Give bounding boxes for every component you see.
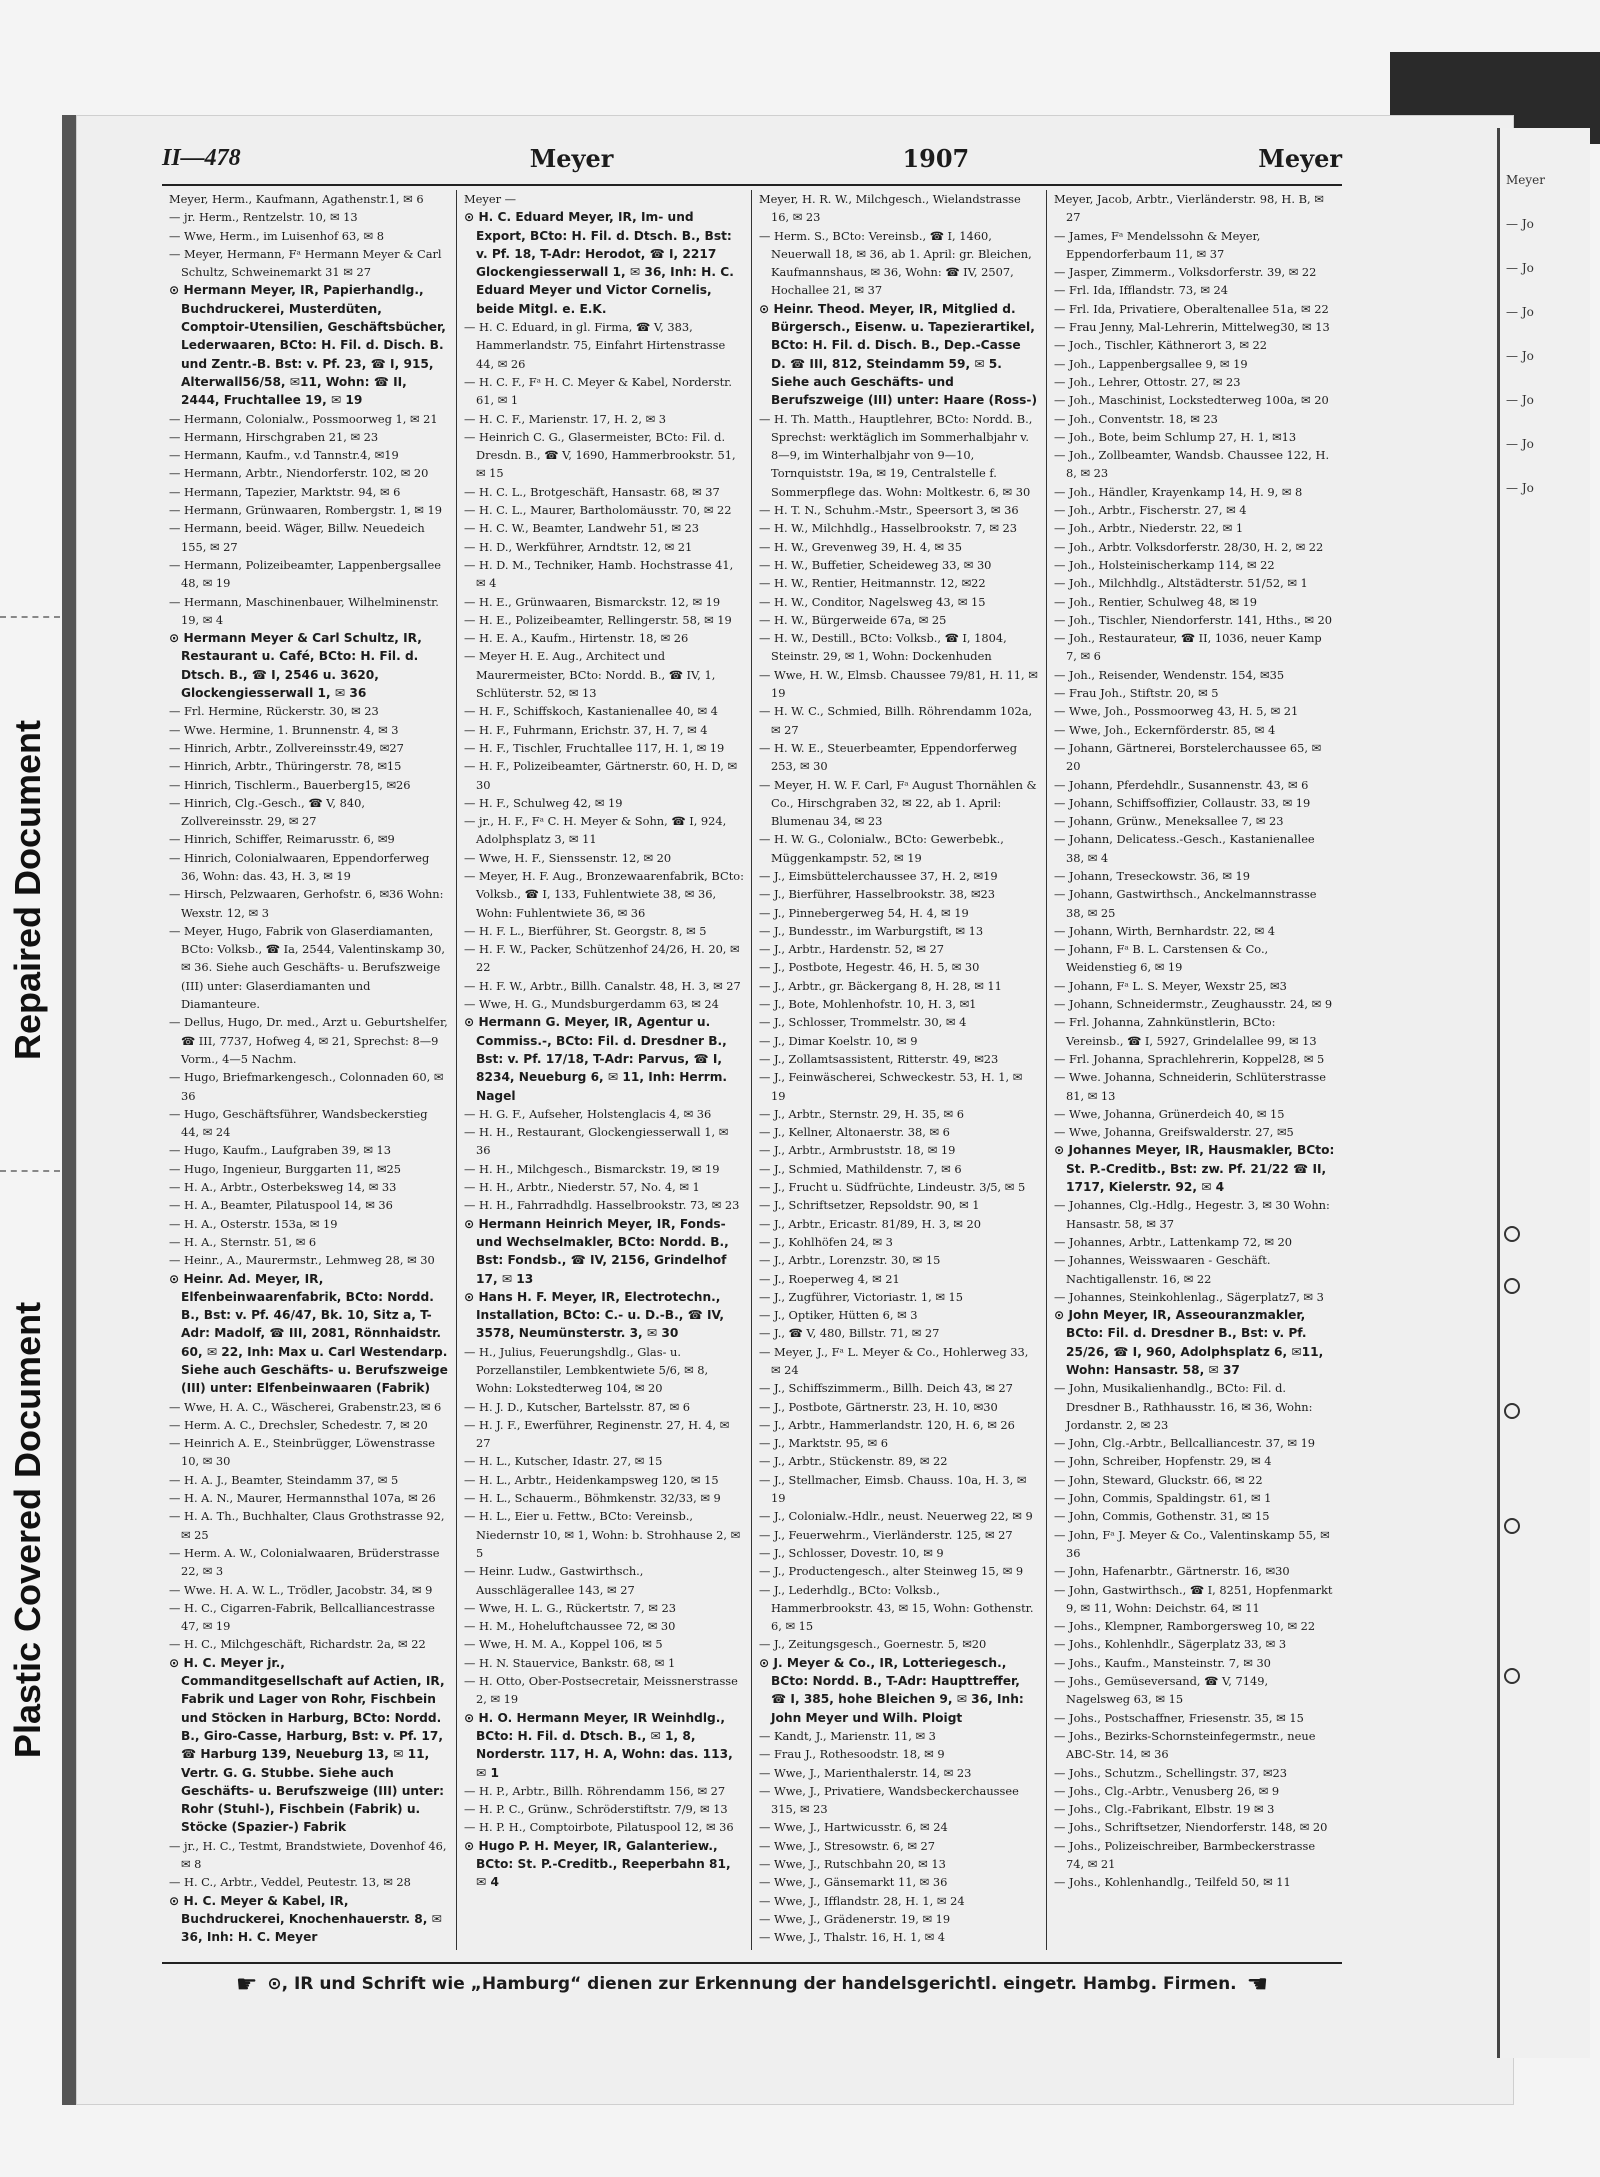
directory-entry: — H. F., Tischler, Fruchtallee 117, H. 1, ✉ 19 bbox=[464, 740, 725, 755]
dash-line-middle bbox=[0, 1170, 60, 1172]
directory-entry: — John, Gastwirthsch., ☎ I, 8251, Hopfenmarkt 9, ✉ 11, Wohn: Deichstr. 64, ✉ 11 bbox=[1054, 1582, 1333, 1615]
directory-entry: — Hinrich, Tischlerm., Bauerberg15, ✉26 bbox=[169, 777, 411, 792]
directory-entry: — John, Clg.-Arbtr., Bellcalliancestr. 37, ✉ 19 bbox=[1054, 1436, 1316, 1451]
directory-entry: — J., Dimar Koelstr. 10, ✉ 9 bbox=[759, 1033, 918, 1048]
registered-firm-entry: ⊙ Hugo P. H. Meyer, IR, Galanteriew., BCto: St. P.-Creditb., Reeperbahn 81, ✉ 4 bbox=[464, 1838, 731, 1890]
directory-entry: — Joh., Lappenbergsallee 9, ✉ 19 bbox=[1054, 356, 1248, 371]
directory-entry: — Joh., Rentier, Schulweg 48, ✉ 19 bbox=[1054, 594, 1257, 609]
directory-entry: — Joh., Arbtr., Niederstr. 22, ✉ 1 bbox=[1054, 521, 1244, 536]
directory-entry: — Johs., Schutzm., Schellingstr. 37, ✉23 bbox=[1054, 1765, 1288, 1780]
directory-entry: — Frl. Johanna, Zahnkünstlerin, BCto: Vereinsb., ☎ I, 5927, Grindelallee 99, ✉ 13 bbox=[1054, 1015, 1317, 1048]
directory-entry: — Wwe. H. A. W. L., Trödler, Jacobstr. 34, ✉ 9 bbox=[169, 1582, 433, 1597]
directory-entry bbox=[464, 208, 744, 318]
firm-mark-icon bbox=[1504, 1518, 1520, 1534]
directory-entry: — H. F. L., Bierführer, St. Georgstr. 8, ✉ 5 bbox=[464, 923, 707, 938]
repaired-document-label: Repaired Document bbox=[7, 719, 49, 1061]
registered-firm-entry: ⊙ John Meyer, IR, Asseouranzmakler, BCto: Fil. d. Dresdner B., Bst: v. Pf. 25/26, ☎ I, 960, Adolphsplatz 6, ✉11, Wohn: Hansastr. 58, ✉ 37 bbox=[1054, 1308, 1324, 1377]
directory-entry: — J., Zugführer, Victoriastr. 1, ✉ 15 bbox=[759, 1289, 963, 1304]
directory-entry: — H. F. W., Packer, Schützenhof 24/26, H. 20, ✉ 22 bbox=[464, 942, 740, 975]
directory-entry: — J., Feuerwehrm., Vierländerstr. 125, ✉ 27 bbox=[759, 1527, 1013, 1542]
directory-entry: — Joh., Conventstr. 18, ✉ 23 bbox=[1054, 411, 1218, 426]
directory-entry: — J., Arbtr., Ericastr. 81/89, H. 3, ✉ 20 bbox=[759, 1216, 981, 1231]
directory-entry: — H. A. J., Beamter, Steindamm 37, ✉ 5 bbox=[169, 1472, 399, 1487]
adjacent-page-fragment: — Jo bbox=[1506, 217, 1534, 231]
directory-entry: — Herm. A. C., Drechsler, Schedestr. 7, ✉ 20 bbox=[169, 1417, 428, 1432]
adjacent-page-fragment: — Jo bbox=[1506, 393, 1534, 407]
directory-entry: — John, Fᵃ J. Meyer & Co., Valentinskamp 55, ✉ 36 bbox=[1054, 1527, 1330, 1560]
directory-entry: — Johann, Schneidermstr., Zeughausstr. 24, ✉ 9 bbox=[1054, 997, 1333, 1012]
directory-entry: — H. F., Fuhrmann, Erichstr. 37, H. 7, ✉ 4 bbox=[464, 722, 708, 737]
directory-entry: — Frau Jenny, Mal-Lehrerin, Mittelweg30, ✉ 13 bbox=[1054, 320, 1330, 335]
directory-entry: — H. W., Destill., BCto: Volksb., ☎ I, 1804, Steinstr. 29, ✉ 1, Wohn: Dockenhuden bbox=[759, 631, 1007, 664]
directory-entry: — Meyer H. E. Aug., Architect und Maurermeister, BCto: Nordd. B., ☎ IV, 1, Schlüterstr. 52, ✉ 13 bbox=[464, 649, 716, 701]
directory-entry: — Frl. Ida, Ifflandstr. 73, ✉ 24 bbox=[1054, 283, 1228, 298]
directory-entry: — J., Postbote, Gärtnerstr. 23, H. 10, ✉30 bbox=[759, 1399, 998, 1414]
directory-entry: — J., Schlosser, Dovestr. 10, ✉ 9 bbox=[759, 1545, 944, 1560]
directory-entry: — Johann, Fᵃ L. S. Meyer, Wexstr 25, ✉3 bbox=[1054, 978, 1287, 993]
directory-entry: — H. L., Kutscher, Idastr. 27, ✉ 15 bbox=[464, 1454, 663, 1469]
directory-entry: — Wwe, H. W., Elmsb. Chaussee 79/81, H. 11, ✉ 19 bbox=[759, 667, 1038, 701]
directory-entry: — Johann, Gärtnerei, Borstelerchaussee 65, ✉ 20 bbox=[1054, 740, 1322, 774]
directory-entry: — J., Stellmacher, Eimsb. Chauss. 10a, H. 3, ✉ 19 bbox=[759, 1472, 1027, 1506]
directory-entry: — H. A. N., Maurer, Hermannsthal 107a, ✉ 26 bbox=[169, 1491, 436, 1506]
directory-entry: Meyer, Jacob, Arbtr., Vierländerstr. 98, H. B, ✉ 27 bbox=[1054, 192, 1324, 225]
directory-entry: — H. W., Buffetier, Scheideweg 33, ✉ 30 bbox=[759, 557, 992, 572]
directory-entry: — Meyer, Hermann, Fᵃ Hermann Meyer & Carl Schultz, Schweinemarkt 31 ✉ 27 bbox=[169, 246, 442, 280]
registered-firm-entry: ⊙ Hermann Meyer & Carl Schultz, IR, Restaurant u. Café, BCto: H. Fil. d. Dtsch. B., ☎ I, 2546 u. 3620, Glockengiesserwall 1, ✉ 36 bbox=[169, 631, 422, 701]
directory-entry: — J., ☎ V, 480, Billstr. 71, ✉ 27 bbox=[759, 1326, 940, 1341]
directory-entry: — jr., H. F., Fᵃ C. H. Meyer & Sohn, ☎ I, 924, Adolphsplatz 3, ✉ 11 bbox=[464, 814, 727, 847]
directory-entry: Meyer, H. R. W., Milchgesch., Wielandstrasse 16, ✉ 23 bbox=[759, 192, 1021, 225]
pointing-hand-icon: ☛ bbox=[235, 1970, 258, 1998]
directory-entry: — H. W., Rentier, Heitmannstr. 12, ✉22 bbox=[759, 576, 986, 591]
directory-entry: — Wwe, H. M. A., Koppel 106, ✉ 5 bbox=[464, 1637, 663, 1652]
directory-entry: — J., Schriftsetzer, Repsoldstr. 90, ✉ 1 bbox=[759, 1198, 980, 1213]
directory-entry: — H. C. L., Brotgeschäft, Hansastr. 68, ✉ 37 bbox=[464, 484, 720, 499]
registered-firm-entry: ⊙ H. C. Eduard Meyer, IR, Im- und Export, BCto: H. Fil. d. Dtsch. B., Bst: v. Pf. 18, T-Adr: Herodot, ☎ I, 2217 Glockengiesserwall 1, ✉ 36, Inh: H. C. Eduard Meyer und Victor Cornelis, beide Mitgl. e. E.K. bbox=[464, 210, 734, 316]
registered-firm-entry: ⊙ Johannes Meyer, IR, Hausmakler, BCto: St. P.-Creditb., Bst: zw. Pf. 21/22 ☎ II, 1717, Kielerstr. 92, ✉ 4 bbox=[1054, 1143, 1335, 1195]
directory-entry: — Hermann, Colonialw., Possmoorweg 1, ✉ 21 bbox=[169, 411, 438, 426]
directory-entry bbox=[169, 1947, 449, 1951]
directory-entry: — H., Julius, Feuerungshdlg., Glas- u. Porzellanstiler, Lembkentwiete 5/6, ✉ 8, Wohn: Lokstedterweg 104, ✉ 20 bbox=[464, 1344, 709, 1396]
directory-entry: — H. W., Milchhdlg., Hasselbrookstr. 7, ✉ 23 bbox=[759, 521, 1018, 536]
directory-entry bbox=[464, 1709, 744, 1782]
directory-entry: — Joh., Tischler, Niendorferstr. 141, Hths., ✉ 20 bbox=[1054, 612, 1332, 627]
directory-entry: — Wwe, J., Hartwicusstr. 6, ✉ 24 bbox=[759, 1820, 948, 1835]
directory-entry: — J., Arbtr., Armbruststr. 18, ✉ 19 bbox=[759, 1143, 956, 1158]
directory-entry: — J., Postbote, Hegestr. 46, H. 5, ✉ 30 bbox=[759, 960, 980, 975]
directory-entry: — Wwe, J., Stresowstr. 6, ✉ 27 bbox=[759, 1838, 936, 1853]
directory-entry: — H. F., Schiffskoch, Kastanienallee 40, ✉ 4 bbox=[464, 704, 718, 719]
directory-entry: — H. H., Milchgesch., Bismarckstr. 19, ✉ 19 bbox=[464, 1161, 720, 1176]
directory-entry: — Johannes, Weisswaaren - Geschäft. Nachtigallenstr. 16, ✉ 22 bbox=[1054, 1253, 1271, 1286]
registered-firm-entry: ⊙ Hans H. F. Meyer, IR, Electrotechn., Installation, BCto: C.- u. D.-B., ☎ IV, 3578, Neumünsterstr. 3, ✉ 30 bbox=[464, 1289, 725, 1341]
directory-entry: — Wwe, H. F., Sienssenstr. 12, ✉ 20 bbox=[464, 850, 672, 865]
pointing-hand-icon: ☚ bbox=[1246, 1970, 1269, 1998]
directory-entry: — Heinrich A. E., Steinbrügger, Löwenstrasse 10, ✉ 30 bbox=[169, 1436, 436, 1469]
directory-entry: — John, Musikalienhandlg., BCto: Fil. d. Dresdner B., Rathhausstr. 16, ✉ 36, Wohn: Jordanstr. 2, ✉ 23 bbox=[1054, 1381, 1313, 1432]
directory-entry: — H. L., Arbtr., Heidenkampsweg 120, ✉ 15 bbox=[464, 1472, 719, 1487]
directory-entry: — J., Marktstr. 95, ✉ 6 bbox=[759, 1436, 888, 1451]
directory-entry: — H. A. Th., Buchhalter, Claus Grothstrasse 92, ✉ 25 bbox=[169, 1509, 445, 1542]
directory-entry: — John, Commis, Spaldingstr. 61, ✉ 1 bbox=[1054, 1491, 1272, 1506]
directory-entry: — H. C. L., Maurer, Bartholomäusstr. 70, ✉ 22 bbox=[464, 503, 732, 518]
directory-entry: — Joh., Lehrer, Ottostr. 27, ✉ 23 bbox=[1054, 374, 1241, 389]
directory-entry: — H. J. F., Ewerführer, Reginenstr. 27, H. 4, ✉ 27 bbox=[464, 1417, 730, 1451]
directory-entry: — H. A., Arbtr., Osterbeksweg 14, ✉ 33 bbox=[169, 1180, 397, 1195]
directory-entry: — Johann, Delicatess.-Gesch., Kastanienallee 38, ✉ 4 bbox=[1054, 832, 1315, 865]
directory-entry: — J., Schmied, Mathildenstr. 7, ✉ 6 bbox=[759, 1161, 962, 1176]
registered-firm-entry: ⊙ Hermann Heinrich Meyer, IR, Fonds- und Wechselmakler, BCto: Nordd. B., Bst: Fondsb., ☎ IV, 2156, Grindelhof 17, ✉ 13 bbox=[464, 1216, 729, 1286]
directory-entry bbox=[464, 1837, 744, 1892]
directory-entry: — Dellus, Hugo, Dr. med., Arzt u. Geburtshelfer, ☎ III, 7737, Hofweg 4, ✉ 21, Sprechst: 8—9 Vorm., 4—5 Nachm. bbox=[169, 1015, 448, 1066]
adjacent-page-fragment: — Jo bbox=[1506, 481, 1534, 495]
directory-entry: — J., Kellner, Altonaerstr. 38, ✉ 6 bbox=[759, 1125, 950, 1140]
directory-column-3 bbox=[752, 190, 1047, 1950]
header-right-name: Meyer bbox=[1258, 143, 1342, 173]
directory-entry: — Johannes, Arbtr., Lattenkamp 72, ✉ 20 bbox=[1054, 1234, 1293, 1249]
directory-entry: — Meyer, H. F. Aug., Bronzewaarenfabrik, BCto: Volksb., ☎ I, 133, Fuhlentwiete 38, ✉ 36, Wohn: Fuhlentwiete 36, ✉ 36 bbox=[464, 868, 744, 920]
directory-entry: — Johs., Clg.-Fabrikant, Elbstr. 19 ✉ 3 bbox=[1054, 1802, 1275, 1817]
firm-mark-icon bbox=[1504, 1278, 1520, 1294]
directory-entry: — J., Arbtr., Sternstr. 29, H. 35, ✉ 6 bbox=[759, 1106, 964, 1121]
adjacent-page-fragment: Meyer bbox=[1506, 173, 1546, 187]
directory-entry: — H. H., Arbtr., Niederstr. 57, No. 4, ✉ 1 bbox=[464, 1180, 700, 1195]
directory-entry: — J., Optiker, Hütten 6, ✉ 3 bbox=[759, 1308, 918, 1323]
directory-entry: — Joh., Milchhdlg., Altstädterstr. 51/52, ✉ 1 bbox=[1054, 576, 1308, 591]
plastic-covered-document-label: Plastic Covered Document bbox=[7, 1301, 49, 1759]
dash-line-top bbox=[0, 616, 60, 618]
directory-entry: — Johs., Gemüseversand, ☎ V, 7149, Nagelsweg 63, ✉ 15 bbox=[1054, 1674, 1269, 1707]
directory-entry bbox=[759, 300, 1039, 410]
directory-entry: — Hinrich, Clg.-Gesch., ☎ V, 840, Zollvereinsstr. 29, ✉ 27 bbox=[169, 795, 365, 829]
directory-entry bbox=[169, 1892, 449, 1947]
directory-entry: — J., Zeitungsgesch., Goernestr. 5, ✉20 bbox=[759, 1637, 987, 1652]
directory-entry: — J., Zollamtsassistent, Ritterstr. 49, ✉23 bbox=[759, 1051, 999, 1066]
directory-entry: — Wwe, J., Grädenerstr. 19, ✉ 19 bbox=[759, 1911, 951, 1926]
directory-entry: — Hinrich, Arbtr., Zollvereinsstr.49, ✉27 bbox=[169, 740, 404, 755]
registered-firm-entry: ⊙ Heinr. Ad. Meyer, IR, Elfenbeinwaarenfabrik, BCto: Nordd. B., Bst: v. Pf. 46/47, Bk. 10, Sitz a, T-Adr: Madolf, ☎ III, 2081, Rönnhaidstr. 60, ✉ 22, Inh: Max u. Carl Westendarp. Siehe auch Geschäfts- u. Berufszweige (III) unter: Elfenbeinwaaren (Fabrik) bbox=[169, 1271, 448, 1396]
directory-entry: — H. Th. Matth., Hauptlehrer, BCto: Nordd. B., Sprechst: werktäglich im Sommerhalbjahr v. 8—9, im Winterhalbjahr von 9—10, Tornquiststr. 19a, ✉ 19, Centralstelle f. Sommerpflege das. Wohn: Moltkestr. 6, ✉ 30 bbox=[759, 411, 1033, 499]
registered-firm-entry: ⊙ Heinr. Theod. Meyer, IR, Mitglied d. Bürgersch., Eisenw. u. Tapezierartikel, BCto: H. Fil. d. Disch. B., Dep.-Casse D. ☎ III, 812, Steindamm 59, ✉ 5. Siehe auch Geschäfts- und Berufszweige (III) unter: Haare (Ross-) bbox=[759, 301, 1038, 408]
directory-entry: — Meyer, J., Fᵃ L. Meyer & Co., Hohlerweg 33, ✉ 24 bbox=[759, 1344, 1029, 1377]
directory-entry bbox=[169, 1270, 449, 1398]
directory-entry bbox=[464, 1288, 744, 1343]
adjacent-page-strip bbox=[1497, 128, 1590, 2058]
directory-entry: — Hugo, Geschäftsführer, Wandsbeckerstieg 44, ✉ 24 bbox=[169, 1106, 428, 1140]
directory-column-1 bbox=[162, 190, 457, 1950]
directory-entry: — Wwe, H. G., Mundsburgerdamm 63, ✉ 24 bbox=[464, 997, 719, 1012]
directory-entry: — Johann, Schiffsoffizier, Collaustr. 33, ✉ 19 bbox=[1054, 795, 1311, 810]
directory-entry: — Johs., Klempner, Ramborgersweg 10, ✉ 22 bbox=[1054, 1619, 1316, 1634]
registered-firm-entry: ⊙ H. O. Hermann Meyer, IR Weinhdlg., BCto: H. Fil. d. Dtsch. B., ✉ 1, 8, Norderstr. 117, H. A, Wohn: das. 113, ✉ 1 bbox=[464, 1710, 733, 1780]
directory-entry: — H. W. G., Colonialw., BCto: Gewerbebk., Müggenkampstr. 52, ✉ 19 bbox=[759, 832, 1004, 865]
directory-entry: — Joh., Arbtr., Fischerstr. 27, ✉ 4 bbox=[1054, 503, 1247, 518]
directory-entry: — H. H., Fahrradhdlg. Hasselbrookstr. 73, ✉ 23 bbox=[464, 1198, 740, 1213]
directory-entry: — H. F., Polizeibeamter, Gärtnerstr. 60, H. D, ✉ 30 bbox=[464, 759, 737, 792]
directory-entry bbox=[464, 1215, 744, 1288]
directory-entry: — Wwe, Johanna, Grünerdeich 40, ✉ 15 bbox=[1054, 1106, 1285, 1121]
directory-entry: — Johs., Kohlenhdlr., Sägerplatz 33, ✉ 3 bbox=[1054, 1637, 1287, 1652]
directory-entry: — Wwe, J., Rutschbahn 20, ✉ 13 bbox=[759, 1857, 946, 1872]
directory-entry bbox=[169, 1654, 449, 1837]
directory-entry: — Wwe, J., Marienthalerstr. 14, ✉ 23 bbox=[759, 1765, 972, 1780]
directory-entry: — John, Steward, Gluckstr. 66, ✉ 22 bbox=[1054, 1472, 1263, 1487]
directory-entry: — Johs., Bezirks-Schornsteinfegermstr., neue ABC-Str. 14, ✉ 36 bbox=[1054, 1728, 1316, 1762]
directory-entry: — John, Schreiber, Hopfenstr. 29, ✉ 4 bbox=[1054, 1454, 1272, 1469]
directory-entry: — H. H., Restaurant, Glockengiesserwall 1, ✉ 36 bbox=[464, 1125, 729, 1158]
directory-entry: — Wwe. Johanna, Schneiderin, Schlüterstrasse 81, ✉ 13 bbox=[1054, 1070, 1326, 1103]
directory-entry: — Hugo, Briefmarkengesch., Colonnaden 60, ✉ 36 bbox=[169, 1070, 444, 1103]
directory-entry: — H. W. E., Steuerbeamter, Eppendorferweg 253, ✉ 30 bbox=[759, 740, 1018, 774]
directory-entry: — Jasper, Zimmerm., Volksdorferstr. 39, ✉ 22 bbox=[1054, 265, 1317, 280]
directory-entry: — Joh., Holsteinischerkamp 114, ✉ 22 bbox=[1054, 557, 1275, 572]
directory-entry: — Johs., Schriftsetzer, Niendorferstr. 148, ✉ 20 bbox=[1054, 1820, 1328, 1835]
directory-entry: — Heinrich C. G., Glasermeister, BCto: Fil. d. Dresdn. B., ☎ V, 1690, Hammerbrookstr. 51, ✉ 15 bbox=[464, 429, 736, 481]
directory-entry: — Wwe, J., Privatiere, Wandsbeckerchaussee 315, ✉ 23 bbox=[759, 1783, 1019, 1817]
registered-firm-entry: ⊙ H. C. Meyer & Kabel, IR, Buchdruckerei, Knochenhauerstr. 8, ✉ 36, Inh: H. C. Meyer bbox=[169, 1893, 442, 1945]
directory-entry bbox=[169, 629, 449, 702]
directory-entry: — Joh., Zollbeamter, Wandsb. Chaussee 122, H. 8, ✉ 23 bbox=[1054, 448, 1330, 481]
directory-entry: — Frl. Ida, Privatiere, Oberaltenallee 51a, ✉ 22 bbox=[1054, 301, 1329, 316]
directory-entry: — J., Feinwäscherei, Schweckestr. 53, H. 1, ✉ 19 bbox=[759, 1070, 1023, 1103]
directory-entry: — Joh., Bote, beim Schlump 27, H. 1, ✉13 bbox=[1054, 429, 1297, 444]
directory-entry: — Hinrich, Schiffer, Reimarusstr. 6, ✉9 bbox=[169, 832, 395, 847]
directory-entry: — J., Productengesch., alter Steinweg 15, ✉ 9 bbox=[759, 1564, 1024, 1579]
directory-entry: — Hugo, Kaufm., Laufgraben 39, ✉ 13 bbox=[169, 1143, 392, 1158]
directory-entry: — H. P. C., Grünw., Schröderstiftstr. 7/9, ✉ 13 bbox=[464, 1802, 728, 1817]
directory-entry: — Hermann, Maschinenbauer, Wilhelminenstr. 19, ✉ 4 bbox=[169, 594, 439, 627]
directory-entry: — H. G. F., Aufseher, Holstenglacis 4, ✉ 36 bbox=[464, 1106, 712, 1121]
page-footer bbox=[162, 1962, 1342, 2004]
directory-entry: — H. E. A., Kaufm., Hirtenstr. 18, ✉ 26 bbox=[464, 631, 689, 646]
adjacent-page-text bbox=[1500, 128, 1590, 500]
directory-entry: — jr., H. C., Testmt, Brandstwiete, Dovenhof 46, ✉ 8 bbox=[169, 1838, 447, 1872]
directory-entry: — H. D. M., Techniker, Hamb. Hochstrasse 41, ✉ 4 bbox=[464, 557, 734, 591]
directory-entry bbox=[1054, 1141, 1335, 1196]
directory-entry: Meyer, Herm., Kaufmann, Agathenstr.1, ✉ 6 bbox=[169, 192, 424, 206]
directory-entry: — Johannes, Steinkohlenlag., Sägerplatz7, ✉ 3 bbox=[1054, 1289, 1324, 1304]
directory-entry: — H. L., Schauerm., Böhmkenstr. 32/33, ✉ 9 bbox=[464, 1491, 721, 1506]
directory-entry: — H. C. F., Marienstr. 17, H. 2, ✉ 3 bbox=[464, 411, 667, 426]
directory-entry: — Johann, Pferdehdlr., Susannenstr. 43, ✉ 6 bbox=[1054, 777, 1309, 792]
directory-entry: — Johs., Kaufm., Mansteinstr. 7, ✉ 30 bbox=[1054, 1655, 1271, 1670]
directory-entry: — H. T. N., Schuhm.-Mstr., Speersort 3, ✉ 36 bbox=[759, 503, 1019, 518]
directory-entry: — J., Colonialw.-Hdlr., neust. Neuerweg 22, ✉ 9 bbox=[759, 1509, 1033, 1524]
directory-entry: — Joh., Händler, Krayenkamp 14, H. 9, ✉ 8 bbox=[1054, 484, 1303, 499]
adjacent-page-fragment: — Jo bbox=[1506, 261, 1534, 275]
directory-entry: — J., Arbtr., Lorenzstr. 30, ✉ 15 bbox=[759, 1253, 941, 1268]
firm-mark-icon bbox=[1504, 1226, 1520, 1242]
directory-entry bbox=[1054, 1306, 1335, 1379]
directory-entry: — Joh., Restaurateur, ☎ II, 1036, neuer Kamp 7, ✉ 6 bbox=[1054, 631, 1322, 664]
directory-entry: — H. Otto, Ober-Postsecretair, Meissnerstrasse 2, ✉ 19 bbox=[464, 1674, 738, 1707]
directory-entry: — Hermann, Grünwaaren, Rombergstr. 1, ✉ 19 bbox=[169, 503, 442, 518]
page-number: II—478 bbox=[162, 144, 241, 171]
directory-entry: — Wwe, J., Thalstr. 16, H. 1, ✉ 4 bbox=[759, 1930, 946, 1945]
directory-entry: — H. E., Grünwaaren, Bismarckstr. 12, ✉ 19 bbox=[464, 594, 721, 609]
directory-entry: — J., Schlosser, Trommelstr. 30, ✉ 4 bbox=[759, 1015, 967, 1030]
directory-entry: — Hinrich, Colonialwaaren, Eppendorferweg 36, Wohn: das. 43, H. 3, ✉ 19 bbox=[169, 850, 430, 883]
firm-mark-icon bbox=[1504, 1403, 1520, 1419]
firm-mark-icon bbox=[1504, 1668, 1520, 1684]
directory-entry: — Johann, Wirth, Bernhardstr. 22, ✉ 4 bbox=[1054, 923, 1275, 938]
directory-entry: — Johann, Grünw., Meneksallee 7, ✉ 23 bbox=[1054, 814, 1284, 829]
adjacent-page-fragment: — Jo bbox=[1506, 349, 1534, 363]
directory-entry: — Johann, Treseckowstr. 36, ✉ 19 bbox=[1054, 868, 1250, 883]
directory-entry: — J., Pinnebergerweg 54, H. 4, ✉ 19 bbox=[759, 905, 969, 920]
directory-entry: — Meyer, H. W. F. Carl, Fᵃ August Thornählen & Co., Hirschgraben 32, ✉ 22, ab 1. April: Blumenau 34, ✉ 23 bbox=[759, 777, 1037, 829]
directory-entry: — H. C. Eduard, in gl. Firma, ☎ V, 383, Hammerlandstr. 75, Einfahrt Hirtenstrasse 44, ✉ 26 bbox=[464, 320, 726, 371]
directory-columns bbox=[162, 190, 1342, 1950]
adjacent-page-fragment: — Jo bbox=[1506, 437, 1534, 451]
directory-entry: — H. F., Schulweg 42, ✉ 19 bbox=[464, 795, 623, 810]
directory-entry: — Joh., Reisender, Wendenstr. 154, ✉35 bbox=[1054, 667, 1285, 682]
directory-entry: — John, Commis, Gothenstr. 31, ✉ 15 bbox=[1054, 1509, 1270, 1524]
directory-column-4 bbox=[1047, 190, 1342, 1950]
directory-entry: — Frl. Johanna, Sprachlehrerin, Koppel28, ✉ 5 bbox=[1054, 1051, 1325, 1066]
directory-entry: — J., Bundesstr., im Warburgstift, ✉ 13 bbox=[759, 923, 984, 938]
directory-entry: — Frau Joh., Stiftstr. 20, ✉ 5 bbox=[1054, 686, 1219, 701]
directory-entry: — Johann, Gastwirthsch., Anckelmannstrasse 38, ✉ 25 bbox=[1054, 887, 1317, 920]
directory-entry: — H. N. Stauervice, Bankstr. 68, ✉ 1 bbox=[464, 1655, 676, 1670]
directory-entry: — Johs., Clg.-Arbtr., Venusberg 26, ✉ 9 bbox=[1054, 1783, 1280, 1798]
directory-entry: — H. P. H., Comptoirbote, Pilatuspool 12, ✉ 36 bbox=[464, 1820, 734, 1835]
directory-entry: — Wwe, Joh., Possmoorweg 43, H. 5, ✉ 21 bbox=[1054, 704, 1299, 719]
header-rule bbox=[162, 184, 1342, 186]
directory-entry: — Hermann, Kaufm., v.d Tannstr.4, ✉19 bbox=[169, 448, 399, 463]
directory-entry bbox=[759, 1654, 1039, 1727]
directory-entry: — J., Roeperweg 4, ✉ 21 bbox=[759, 1271, 900, 1286]
directory-entry: — Wwe, Joh., Eckernförderstr. 85, ✉ 4 bbox=[1054, 722, 1276, 737]
directory-entry: — H. A., Sternstr. 51, ✉ 6 bbox=[169, 1234, 317, 1249]
directory-entry: — Wwe, H. L. G., Rückertstr. 7, ✉ 23 bbox=[464, 1600, 676, 1615]
directory-entry: — Wwe. Hermine, 1. Brunnenstr. 4, ✉ 3 bbox=[169, 722, 399, 737]
directory-entry: — H. M., Hoheluftchaussee 72, ✉ 30 bbox=[464, 1619, 676, 1634]
directory-entry: — Meyer, Hugo, Fabrik von Glaserdiamanten, BCto: Volksb., ☎ Ia, 2544, Valentinskamp 30, ✉ 36. Siehe auch Geschäfts- u. Berufszweige (III) unter: Glaserdiamanten und Diamanteure. bbox=[169, 923, 445, 1012]
directory-entry: — J., Eimsbüttelerchaussee 37, H. 2, ✉19 bbox=[759, 868, 998, 883]
directory-entry: — Hirsch, Pelzwaaren, Gerhofstr. 6, ✉36 Wohn: Wexstr. 12, ✉ 3 bbox=[169, 887, 444, 920]
directory-entry: — H. L., Eier u. Fettw., BCto: Vereinsb., Niedernstr 10, ✉ 1, Wohn: b. Strohhause 2, ✉ 5 bbox=[464, 1509, 741, 1560]
directory-entry: — J., Bierführer, Hasselbrookstr. 38, ✉23 bbox=[759, 887, 996, 902]
directory-entry: — H. C., Arbtr., Veddel, Peutestr. 13, ✉ 28 bbox=[169, 1875, 411, 1890]
directory-entry: — Wwe, J., Gänsemarkt 11, ✉ 36 bbox=[759, 1875, 948, 1890]
directory-entry: — H. D., Werkführer, Arndtstr. 12, ✉ 21 bbox=[464, 539, 693, 554]
directory-entry: — Herm. S., BCto: Vereinsb., ☎ I, 1460, Neuerwall 18, ✉ 36, ab 1. April: gr. Bleichen, Kaufmannshaus, ✉ 36, Wohn: ☎ IV, 2507, Hochallee 21, ✉ 37 bbox=[759, 228, 1032, 298]
directory-entry: — H. W., Grevenweg 39, H. 4, ✉ 35 bbox=[759, 539, 963, 554]
directory-entry: — H. A., Beamter, Pilatuspool 14, ✉ 36 bbox=[169, 1198, 393, 1213]
registered-firm-entry: ⊙ J. Meyer & Co., IR, Lotteriegesch., BCto: Nordd. B., T-Adr: Haupttreffer, ☎ I, 385, hohe Bleichen 9, ✉ 36, Inh: John Meyer und Wilh. Ploigt bbox=[759, 1655, 1024, 1725]
header-year: 1907 bbox=[902, 143, 970, 173]
directory-entry: — Joh., Maschinist, Lockstedterweg 100a, ✉ 20 bbox=[1054, 393, 1329, 408]
directory-entry: — Johannes, Clg.-Hdlg., Hegestr. 3, ✉ 30 Wohn: Hansastr. 58, ✉ 37 bbox=[1054, 1198, 1330, 1231]
directory-entry: — Johs., Polizeischreiber, Barmbeckerstrasse 74, ✉ 21 bbox=[1054, 1838, 1316, 1872]
directory-entry: — H. W., Conditor, Nagelsweg 43, ✉ 15 bbox=[759, 594, 986, 609]
directory-entry: — H. E., Polizeibeamter, Rellingerstr. 58, ✉ 19 bbox=[464, 612, 732, 627]
directory-entry: — Johann, Fᵃ B. L. Carstensen & Co., Weidenstieg 6, ✉ 19 bbox=[1054, 942, 1269, 975]
directory-entry: — H. J. D., Kutscher, Bartelsstr. 87, ✉ 6 bbox=[464, 1399, 691, 1414]
directory-entry: — J., Arbtr., gr. Bäckergang 8, H. 28, ✉ 11 bbox=[759, 978, 1002, 993]
directory-entry: — John, Hafenarbtr., Gärtnerstr. 16, ✉30 bbox=[1054, 1564, 1290, 1579]
directory-entry: — H. C. F., Fᵃ H. C. Meyer & Kabel, Norderstr. 61, ✉ 1 bbox=[464, 374, 732, 408]
directory-entry: — Hermann, Hirschgraben 21, ✉ 23 bbox=[169, 429, 379, 444]
directory-entry bbox=[169, 281, 449, 409]
directory-entry: — Frl. Hermine, Rückerstr. 30, ✉ 23 bbox=[169, 704, 379, 719]
directory-entry: — Frau J., Rothesoodstr. 18, ✉ 9 bbox=[759, 1747, 945, 1762]
directory-entry: — H. P., Arbtr., Billh. Röhrendamm 156, ✉ 27 bbox=[464, 1783, 726, 1798]
header-left-name: Meyer bbox=[529, 143, 614, 173]
directory-entry bbox=[759, 1947, 1039, 1951]
directory-entry: — J., Kohlhöfen 24, ✉ 3 bbox=[759, 1234, 893, 1249]
directory-entry: — Johs., Postschaffner, Friesenstr. 35, ✉ 15 bbox=[1054, 1710, 1304, 1725]
directory-entry: — Herm. A. W., Colonialwaaren, Brüderstrasse 22, ✉ 3 bbox=[169, 1545, 440, 1579]
directory-entry: — J., Schiffszimmerm., Billh. Deich 43, ✉ 27 bbox=[759, 1381, 1013, 1396]
registered-firm-entry: ⊙ H. C. Meyer jr., Commanditgesellschaft auf Actien, IR, Fabrik und Lager von Rohr, Fischbein und Stöcken in Harburg, BCto: Nordd. B., Giro-Casse, Harburg, Bst: v. Pf. 17, ☎ Harburg 139, Neueburg 13, ✉ 11, Vertr. G. G. Stubbe. Siehe auch Geschäfts- u. Berufszweige (III) unter: Rohr (Stuhl-), Fischbein (Fabrik) u. Stöcke (Spazier-) Fabrik bbox=[169, 1655, 445, 1835]
directory-entry: — H. W. C., Schmied, Billh. Röhrendamm 102a, ✉ 27 bbox=[759, 704, 1033, 737]
directory-entry: — Wwe, H. A. C., Wäscherei, Grabenstr.23, ✉ 6 bbox=[169, 1399, 442, 1414]
directory-entry: Meyer — bbox=[464, 192, 517, 206]
directory-entry: — James, Fᵃ Mendelssohn & Meyer, Eppendorferbaum 11, ✉ 37 bbox=[1054, 228, 1261, 261]
directory-entry: — H. C., Cigarren-Fabrik, Bellcalliancestrasse 47, ✉ 19 bbox=[169, 1600, 435, 1634]
directory-entry: — Hermann, Arbtr., Niendorferstr. 102, ✉ 20 bbox=[169, 466, 429, 481]
directory-entry: — J., Frucht u. Südfrüchte, Lindeustr. 3/5, ✉ 5 bbox=[759, 1180, 1026, 1195]
directory-entry: — Hermann, beeid. Wäger, Billw. Neuedeich 155, ✉ 27 bbox=[169, 521, 425, 554]
directory-entry: — Kandt, J., Marienstr. 11, ✉ 3 bbox=[759, 1728, 936, 1743]
footer-note: ⊙, IR und Schrift wie „Hamburg“ dienen zur Erkennung der handelsgerichtl. eingetr. Hambg. Firmen. bbox=[267, 1974, 1237, 1994]
directory-entry: — Heinr., A., Maurermstr., Lehmweg 28, ✉ 30 bbox=[169, 1253, 435, 1268]
adjacent-page-fragment: — Jo bbox=[1506, 305, 1534, 319]
directory-entry: — Hermann, Tapezier, Marktstr. 94, ✉ 6 bbox=[169, 484, 401, 499]
directory-entry: — Wwe, J., Ifflandstr. 28, H. 1, ✉ 24 bbox=[759, 1893, 965, 1908]
directory-entry: — H. W., Bürgerweide 67a, ✉ 25 bbox=[759, 612, 947, 627]
registered-firm-entry: ⊙ Hermann Meyer, IR, Papierhandlg., Buchdruckerei, Musterdüten, Comptoir-Utensilien, Geschäftsbücher, Lederwaaren, BCto: H. Fil. d. Disch. B. und Zentr.-B. Bst: v. Pf. 23, ☎ I, 915, Alterwall56/58, ✉11, Wohn: ☎ II, 2444, Fruchtallee 19, ✉ 19 bbox=[169, 283, 446, 408]
page-header bbox=[162, 140, 1342, 176]
directory-entry: — J., Arbtr., Hardenstr. 52, ✉ 27 bbox=[759, 942, 944, 957]
directory-entry: — Joh., Arbtr. Volksdorferstr. 28/30, H. 2, ✉ 22 bbox=[1054, 539, 1324, 554]
directory-entry: — jr. Herm., Rentzelstr. 10, ✉ 13 bbox=[169, 210, 358, 225]
directory-entry: — Johs., Kohlenhandlg., Teilfeld 50, ✉ 11 bbox=[1054, 1875, 1291, 1890]
directory-entry: — H. C., Milchgeschäft, Richardstr. 2a, ✉ 22 bbox=[169, 1637, 426, 1652]
directory-entry: — Wwe, Johanna, Greifswalderstr. 27, ✉5 bbox=[1054, 1125, 1294, 1140]
directory-entry: — Wwe, Herm., im Luisenhof 63, ✉ 8 bbox=[169, 228, 384, 243]
directory-entry bbox=[464, 1013, 744, 1104]
directory-entry: — Joch., Tischler, Käthnerort 3, ✉ 22 bbox=[1054, 338, 1268, 353]
directory-entry: — H. A., Osterstr. 153a, ✉ 19 bbox=[169, 1216, 338, 1231]
directory-entry: — J., Bote, Mohlenhofstr. 10, H. 3, ✉1 bbox=[759, 997, 977, 1012]
directory-entry: — H. F. W., Arbtr., Billh. Canalstr. 48, H. 3, ✉ 27 bbox=[464, 978, 741, 993]
directory-entry: — Hinrich, Arbtr., Thüringerstr. 78, ✉15 bbox=[169, 759, 402, 774]
registered-firm-entry: ⊙ Hermann G. Meyer, IR, Agentur u. Commiss.-, BCto: Fil. d. Dresdner B., Bst: v. Pf. 17/18, T-Adr: Parvus, ☎ I, 8234, Neueburg 6, ✉ 11, Inh: Herrm. Nagel bbox=[464, 1015, 728, 1103]
directory-entry: — Hugo, Ingenieur, Burggarten 11, ✉25 bbox=[169, 1161, 402, 1176]
directory-entry: — J., Arbtr., Stückenstr. 89, ✉ 22 bbox=[759, 1454, 948, 1469]
directory-entry: — H. C. W., Beamter, Landwehr 51, ✉ 23 bbox=[464, 521, 700, 536]
directory-entry: — Hermann, Polizeibeamter, Lappenbergsallee 48, ✉ 19 bbox=[169, 557, 441, 591]
directory-entry: — Heinr. Ludw., Gastwirthsch., Ausschlägerallee 143, ✉ 27 bbox=[464, 1564, 644, 1597]
directory-column-2 bbox=[457, 190, 752, 1950]
directory-entry: — J., Arbtr., Hammerlandstr. 120, H. 6, ✉ 26 bbox=[759, 1417, 1015, 1432]
directory-entry: — J., Lederhdlg., BCto: Volksb., Hammerbrookstr. 43, ✉ 15, Wohn: Gothenstr. 6, ✉ 15 bbox=[759, 1582, 1034, 1634]
